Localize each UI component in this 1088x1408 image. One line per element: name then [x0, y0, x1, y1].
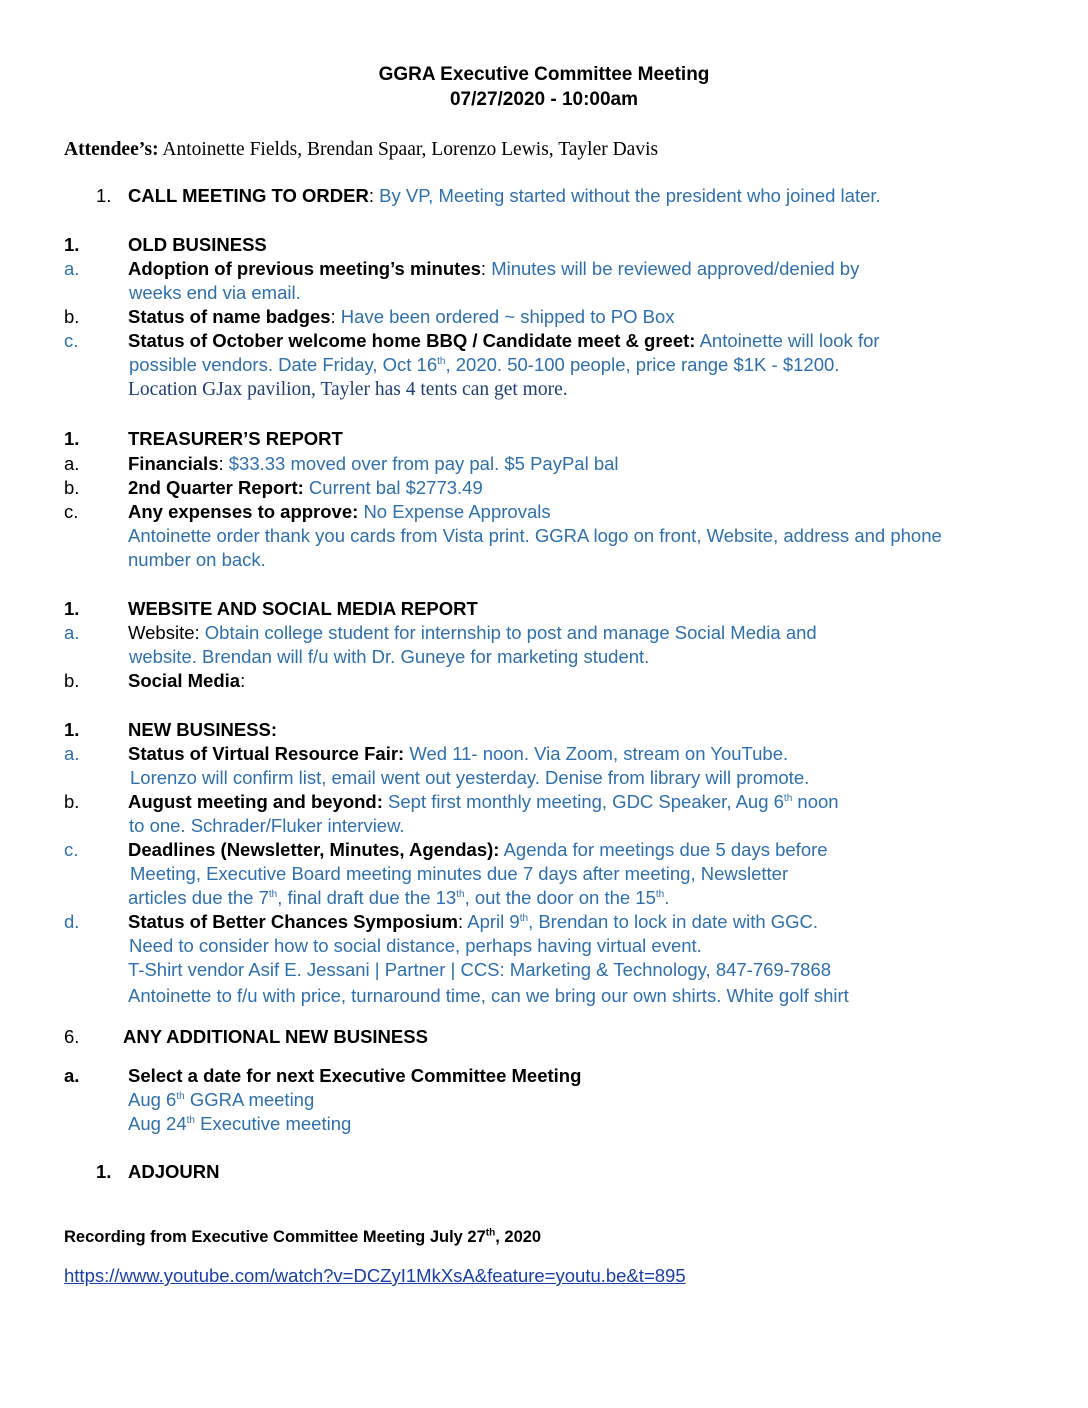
bbq-status-note-cont: possible vendors. Date Friday, Oct 16th, 2020. 50-100 people, price range $1K - $1200. — [129, 354, 840, 375]
bbq-location-note: Location GJax pavilion, Tayler has 4 tents can get more. — [128, 379, 568, 400]
quarter-report-note: Current bal $2773.49 — [308, 477, 483, 498]
deadlines-note-articles: articles due the 7th, final draft due the 13th, out the door on the 15th. — [128, 887, 670, 908]
treasurer-c-line — [128, 501, 551, 523]
old-business-a-letter: a. — [64, 258, 80, 279]
deadlines-note: Agenda for meetings due 5 days before — [503, 839, 828, 860]
financials-label: Financials — [128, 453, 219, 474]
new-business-d-letter: d. — [64, 911, 80, 932]
new-business-d-line — [128, 911, 818, 933]
treasurer-a-line — [128, 453, 619, 475]
call-to-order-note: By VP, Meeting started without the president who joined later. — [379, 185, 881, 206]
website-number: 1. — [64, 598, 80, 619]
quarter-report-label: 2nd Quarter Report: — [128, 477, 304, 498]
expenses-label: Any expenses to approve: — [128, 501, 359, 522]
website-b-letter: b. — [64, 670, 80, 691]
next-meeting-label: Select a date for next Executive Committee Meeting — [128, 1065, 582, 1086]
additional-heading: ANY ADDITIONAL NEW BUSINESS — [123, 1026, 428, 1047]
expenses-note: No Expense Approvals — [363, 501, 551, 522]
website-note-cont: website. Brendan will f/u with Dr. Guneye for marketing student. — [129, 646, 650, 667]
treasurer-heading: TREASURER’S REPORT — [128, 428, 343, 449]
resource-fair-note-cont: Lorenzo will confirm list, email went out yesterday. Denise from library will promote. — [130, 767, 810, 788]
new-business-c-line — [128, 839, 828, 861]
old-business-c-line — [128, 330, 880, 352]
thank-you-cards-note: Antoinette order thank you cards from Vista print. GGRA logo on front, Website, address and phone — [128, 525, 942, 546]
attendees-line — [64, 139, 658, 161]
symposium-note-distance: Need to consider how to social distance, perhaps having virtual event. — [129, 935, 702, 956]
symposium-note-vendor: T-Shirt vendor Asif E. Jessani | Partner | CCS: Marketing & Technology, 847-769-7868 — [128, 959, 832, 980]
call-to-order-line — [128, 185, 881, 207]
adjourn-number: 1. — [96, 1161, 112, 1182]
document-title: GGRA Executive Committee Meeting — [378, 64, 710, 85]
symposium-note: April 9th, Brendan to lock in date with GGC. — [467, 911, 819, 932]
minutes-adoption-note: Minutes will be reviewed approved/denied by — [491, 258, 860, 279]
resource-fair-note: Wed 11- noon. Via Zoom, stream on YouTube. — [409, 743, 789, 764]
old-business-a-line — [128, 258, 859, 280]
deadlines-label: Deadlines (Newsletter, Minutes, Agendas): — [128, 839, 500, 860]
new-business-c-letter: c. — [64, 839, 79, 860]
call-to-order-sep: : — [368, 185, 374, 206]
treasurer-c-letter: c. — [64, 501, 79, 522]
old-business-b-letter: b. — [64, 306, 80, 327]
deadlines-note-cont: Meeting, Executive Board meeting minutes due 7 days after meeting, Newsletter — [130, 863, 789, 884]
minutes-adoption-sep: : — [480, 258, 487, 279]
new-business-a-letter: a. — [64, 743, 80, 764]
name-badges-sep: : — [330, 306, 336, 327]
additional-number: 6. — [64, 1026, 80, 1047]
thank-you-cards-note-cont: number on back. — [128, 549, 266, 570]
new-business-heading: NEW BUSINESS: — [128, 719, 278, 740]
minutes-adoption-note-cont: weeks end via email. — [129, 282, 301, 303]
social-media-label: Social Media — [128, 670, 241, 691]
august-meeting-note: Sept first monthly meeting, GDC Speaker, Aug 6th noon — [388, 791, 839, 812]
additional-a-letter: a. — [64, 1065, 80, 1086]
new-business-number: 1. — [64, 719, 80, 740]
recording-link[interactable]: https://www.youtube.com/watch?v=DCZyI1MkXsA&feature=youtu.be&t=895 — [64, 1265, 686, 1286]
bbq-status-note: Antoinette will look for — [699, 330, 880, 351]
new-business-b-line — [128, 791, 839, 813]
financials-sep: : — [218, 453, 224, 474]
social-media-line — [128, 670, 245, 692]
old-business-b-line — [128, 306, 675, 328]
august-meeting-label: August meeting and beyond: — [128, 791, 383, 812]
old-business-c-letter: c. — [64, 330, 79, 351]
call-to-order-heading: CALL MEETING TO ORDER — [128, 185, 369, 206]
resource-fair-label: Status of Virtual Resource Fair: — [128, 743, 405, 764]
symposium-note-shirts: Antoinette to f/u with price, turnaround time, can we bring our own shirts. White golf shirt — [128, 985, 849, 1006]
attendees-label: Attendee’s: — [64, 139, 159, 160]
treasurer-a-letter: a. — [64, 453, 80, 474]
name-badges-note: Have been ordered ~ shipped to PO Box — [340, 306, 675, 327]
symposium-label: Status of Better Chances Symposium — [128, 911, 458, 932]
social-media-sep: : — [240, 670, 246, 691]
adjourn-heading: ADJOURN — [128, 1161, 220, 1182]
bbq-status-label: Status of October welcome home BBQ / Candidate meet & greet: — [128, 330, 696, 351]
recording-label: Recording from Executive Committee Meeting July 27th, 2020 — [64, 1227, 542, 1246]
minutes-adoption-label: Adoption of previous meeting’s minutes — [128, 258, 481, 279]
new-business-b-letter: b. — [64, 791, 80, 812]
new-business-a-line — [128, 743, 788, 765]
treasurer-b-line — [128, 477, 483, 499]
website-a-line — [128, 622, 817, 644]
name-badges-label: Status of name badges — [128, 306, 331, 327]
financials-note: $33.33 moved over from pay pal. $5 PayPal bal — [228, 453, 619, 474]
website-heading: WEBSITE AND SOCIAL MEDIA REPORT — [128, 598, 478, 619]
attendees-names: Antoinette Fields, Brendan Spaar, Lorenzo Lewis, Tayler Davis — [162, 139, 659, 160]
treasurer-number: 1. — [64, 428, 80, 449]
website-a-letter: a. — [64, 622, 80, 643]
old-business-number: 1. — [64, 234, 80, 255]
august-meeting-note-cont: to one. Schrader/Fluker interview. — [129, 815, 405, 836]
old-business-heading: OLD BUSINESS — [128, 234, 267, 255]
meeting-datetime: 07/27/2020 - 10:00am — [449, 89, 639, 110]
treasurer-b-letter: b. — [64, 477, 80, 498]
next-ggra-meeting-date: Aug 6th GGRA meeting — [128, 1089, 315, 1110]
website-label: Website: — [128, 622, 200, 643]
symposium-sep: : — [458, 911, 464, 932]
next-executive-meeting-date: Aug 24th Executive meeting — [128, 1113, 352, 1134]
call-to-order-number: 1. — [96, 185, 112, 206]
website-note: Obtain college student for internship to post and manage Social Media and — [204, 622, 817, 643]
